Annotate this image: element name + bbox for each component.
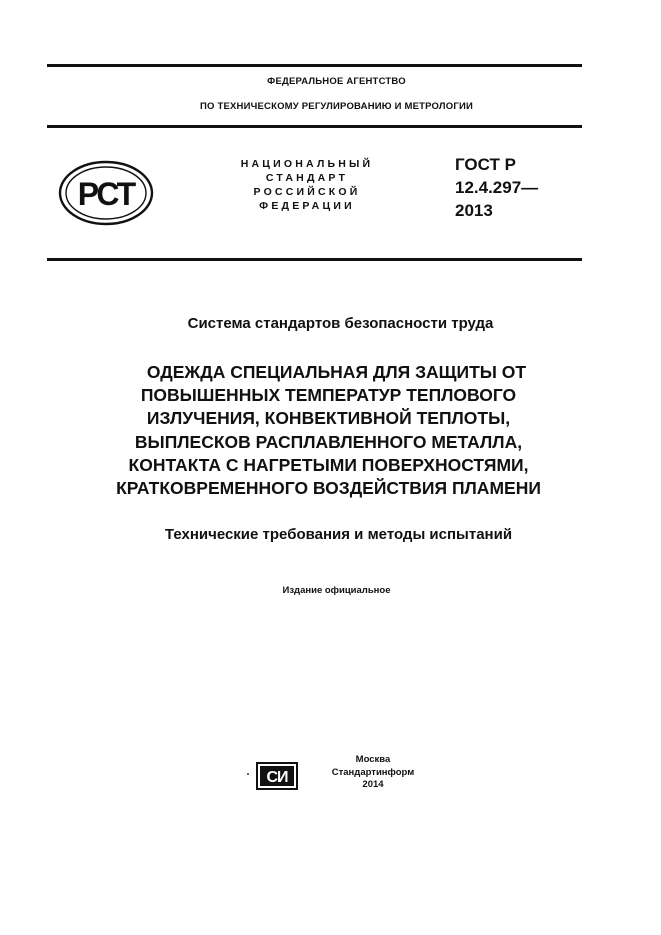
national-standard-label (212, 157, 402, 213)
top-rule (47, 64, 582, 67)
main-title-line: ПОВЫШЕННЫХ ТЕМПЕРАТУР ТЕПЛОВОГО (140, 385, 517, 406)
gost-line: ГОСТ Р (455, 155, 516, 174)
main-title-line: КРАТКОВРЕМЕННОГО ВОЗДЕЙСТВИЯ ПЛАМЕНИ (116, 478, 541, 499)
agency-name-line2: ПО ТЕХНИЧЕСКОМУ РЕГУЛИРОВАНИЮ И МЕТРОЛОГИИ (200, 101, 473, 112)
publisher-logo-text: СИ (266, 769, 288, 786)
decorative-dot (247, 773, 249, 775)
imprint-publisher: Стандартинформ (331, 766, 415, 778)
rst-emblem-text: РСТ (77, 176, 135, 212)
national-standard-line: СТАНДАРТ (265, 172, 349, 184)
main-title-line: ВЫПЛЕСКОВ РАСПЛАВЛЕННОГО МЕТАЛЛА, (134, 431, 523, 452)
imprint-block (318, 754, 428, 792)
agency-name-line1: ФЕДЕРАЛЬНОЕ АГЕНТСТВО (267, 76, 406, 87)
standartinform-logo-icon (256, 762, 298, 790)
standard-block-bottom-rule (47, 258, 582, 261)
imprint-year: 2014 (362, 779, 384, 790)
gost-designation (455, 153, 538, 222)
gost-line: 12.4.297— (455, 178, 539, 197)
rst-emblem-icon (58, 160, 154, 226)
imprint-city: Москва (355, 754, 391, 765)
main-title-line: ИЗЛУЧЕНИЯ, КОНВЕКТИВНОЙ ТЕПЛОТЫ, (146, 408, 511, 429)
main-title-line: КОНТАКТА С НАГРЕТЫМИ ПОВЕРХНОСТЯМИ, (128, 454, 529, 475)
gost-line: 2013 (455, 201, 493, 220)
document-main-title (0, 361, 659, 500)
national-standard-line: РОССИЙСКОЙ (253, 186, 361, 198)
document-subtitle: Технические требования и методы испытаний (164, 526, 513, 543)
header-bottom-rule (47, 125, 582, 128)
national-standard-line: ФЕДЕРАЦИИ (259, 200, 355, 212)
main-title-line: ОДЕЖДА СПЕЦИАЛЬНАЯ ДЛЯ ЗАЩИТЫ ОТ (146, 362, 527, 382)
edition-label: Издание официальное (282, 585, 391, 596)
national-standard-line: НАЦИОНАЛЬНЫЙ (240, 158, 374, 170)
series-title: Система стандартов безопасности труда (187, 315, 494, 332)
